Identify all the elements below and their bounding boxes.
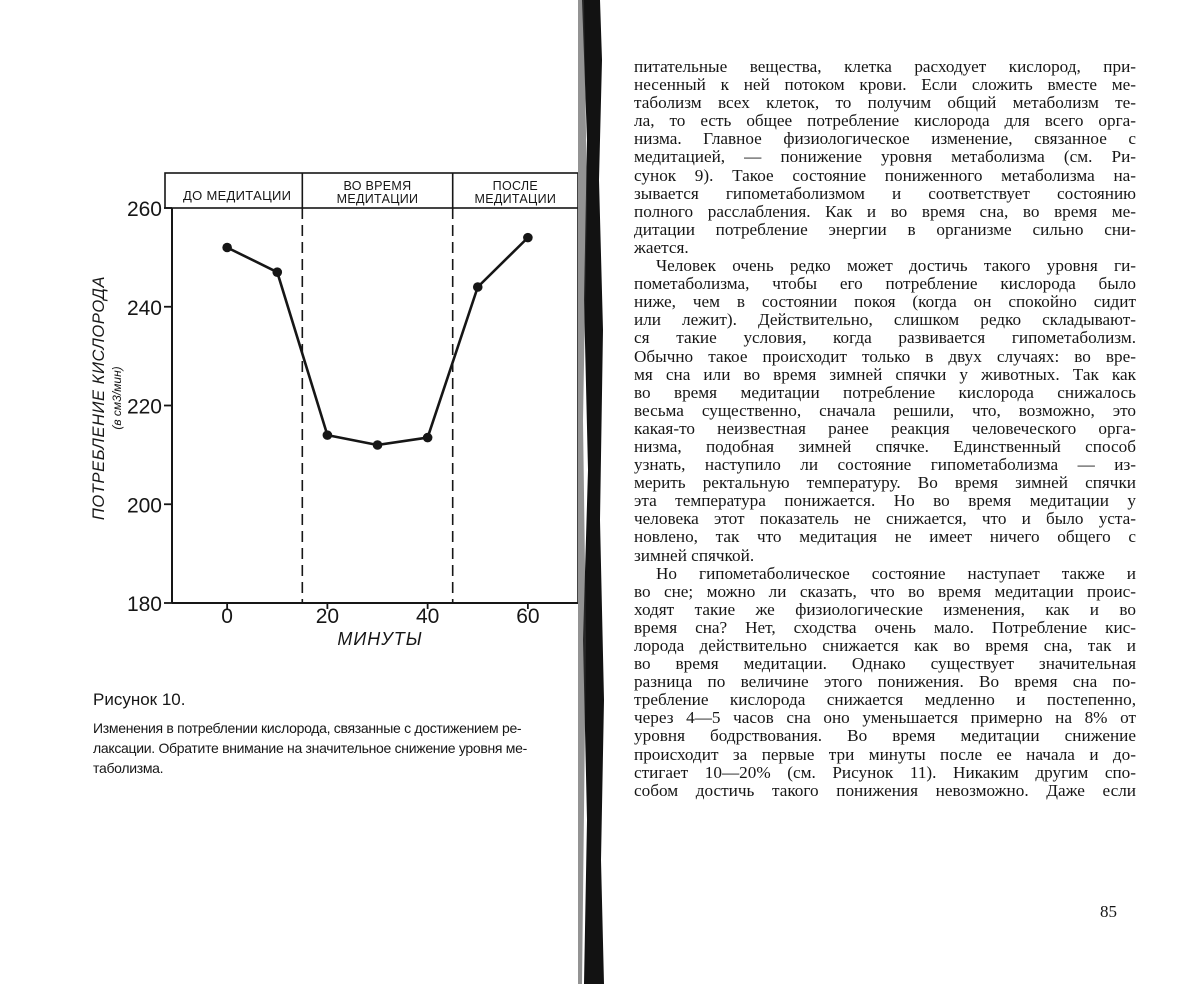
oxygen-consumption-chart — [0, 0, 578, 680]
y-tick-label: 240 — [126, 296, 162, 320]
text-line: или лежит). Действительно, слишком редко складывают- — [634, 310, 1136, 330]
text-line: жается. — [634, 237, 689, 257]
phase-label: ВО ВРЕМЯ — [343, 179, 412, 193]
phase-label: ПОСЛЕ — [492, 179, 539, 193]
y-tick-label: 220 — [126, 395, 162, 419]
y-axis-units: (в см3/мин) — [110, 366, 124, 430]
figure-caption-text — [93, 718, 583, 778]
text-line: зимней спячкой. — [634, 545, 755, 565]
text-line: какая-то неизвестная ранее реакция человеческого орга- — [634, 418, 1136, 438]
data-point — [523, 233, 533, 243]
text-line: несенный к ней потоком крови. Если сложить вместе ме- — [634, 75, 1136, 95]
text-line: зывается гипометаболизмом и соответствует состоянию — [634, 183, 1136, 203]
text-line: дитации потребление энергии в организме сильно сни- — [634, 219, 1136, 239]
data-point — [272, 267, 282, 277]
caption-line: таболизма. — [93, 760, 164, 776]
text-line: мя сна или во время зимней спячки у животных. Так как — [634, 364, 1136, 384]
caption-line: Изменения в потреблении кислорода, связанные с достижением ре- — [93, 720, 522, 736]
body-text — [634, 58, 1136, 800]
text-line: человека этот показатель не снижается, что и было уста- — [634, 509, 1136, 529]
text-line: разница по величине этого понижения. Во время сна по- — [634, 672, 1136, 692]
text-line: уровня бодрствования. Во время медитации снижение — [634, 726, 1136, 746]
text-line: во время медитации потребление кислорода снижалось — [634, 382, 1136, 402]
text-line: пометаболизма, чтобы его потребление кислорода было — [634, 274, 1136, 294]
text-line: Человек очень редко может достичь такого уровня ги- — [656, 256, 1136, 276]
text-line: Обычно такое происходит только в двух случаях: во вре- — [634, 346, 1136, 366]
text-line: происходит за первые три минуты после ее начала и до- — [634, 744, 1136, 764]
series-line — [227, 238, 528, 445]
x-tick-label: 40 — [415, 605, 440, 628]
text-line: полного расслабления. Как и во время сна, во время ме- — [634, 201, 1136, 221]
text-line: мерить ректальную температуру. Во время зимней спячки — [634, 473, 1136, 493]
text-line: ходят такие же физиологические изменения, как и во — [634, 599, 1136, 619]
text-line: сунок 9). Такое состояние пониженного метаболизма на- — [634, 165, 1136, 185]
text-line: медитацией, — понижение уровня метаболизма (см. Ри- — [634, 147, 1136, 167]
text-line: ла, то есть общее потребление кислорода для всего орга- — [634, 111, 1136, 131]
x-axis-label: МИНУТЫ — [337, 629, 423, 649]
text-line: новлено, так что медитация не имеет ничего общего с — [634, 527, 1136, 547]
text-line: Но гипометаболическое состояние наступает также и — [656, 563, 1136, 583]
text-line: стигает 10—20% (см. Рисунок 11). Никаким другим спо- — [634, 762, 1136, 782]
figure-caption-title: Рисунок 10. — [93, 690, 186, 709]
text-line: лорода действительно снижается как во время сна, так и — [634, 636, 1136, 655]
page-number: 85 — [1100, 902, 1117, 921]
text-line: ниже, чем в состоянии покоя (когда он спокойно сидит — [634, 292, 1136, 312]
right-page — [608, 0, 1200, 984]
y-tick-label: 180 — [126, 593, 162, 616]
data-point — [222, 243, 232, 253]
text-line: узнать, наступило ли состояние гипометаболизма — из- — [634, 455, 1136, 475]
data-point — [323, 430, 333, 440]
caption-line: лаксации. Обратите внимание на значительное снижение уровня ме- — [93, 740, 527, 756]
data-point — [423, 433, 433, 443]
x-tick-label: 20 — [315, 605, 340, 628]
text-line: собом достичь такого понижения невозможно. Даже если — [634, 780, 1136, 800]
x-tick-label: 60 — [516, 605, 540, 628]
text-line: требление кислорода снижается медленно и постепенно, — [634, 690, 1136, 710]
text-line: низма. Главное физиологическое изменение, связанное с — [634, 129, 1136, 149]
text-line: эта температура понижается. Но во время медитации у — [634, 491, 1136, 511]
y-axis-label: ПОТРЕБЛЕНИЕ КИСЛОРОДА — [90, 275, 108, 521]
book-spine-shadow — [578, 0, 608, 984]
y-tick-label: 200 — [126, 494, 162, 518]
y-tick-label: 260 — [126, 198, 162, 221]
text-line: весьма существенно, сначала решили, что, возможно, это — [634, 400, 1136, 420]
data-point — [373, 440, 383, 450]
text-line: через 4—5 часов сна оно уменьшается примерно на 8% от — [634, 708, 1136, 728]
phase-label: МЕДИТАЦИИ — [336, 192, 419, 206]
text-line: таболизм всех клеток, то получим общий метаболизм те- — [634, 93, 1136, 113]
text-line: питательные вещества, клетка расходует кислород, при- — [634, 57, 1136, 76]
x-tick-label: 0 — [221, 605, 233, 628]
data-point — [473, 282, 483, 292]
phase-label: МЕДИТАЦИИ — [474, 192, 557, 206]
phase-label: ДО МЕДИТАЦИИ — [183, 188, 292, 203]
text-line: во время медитации. Однако существует значительная — [634, 654, 1136, 674]
text-line: низма, подобная зимней спячке. Единственный способ — [634, 436, 1136, 456]
left-page — [0, 0, 578, 984]
text-line: во сне; можно ли сказать, что во время медитации проис- — [634, 581, 1136, 601]
text-line: время сна? Нет, сходства очень мало. Потребление кис- — [634, 617, 1136, 637]
text-line: ся такие условия, когда развивается гипометаболизм. — [634, 328, 1136, 348]
